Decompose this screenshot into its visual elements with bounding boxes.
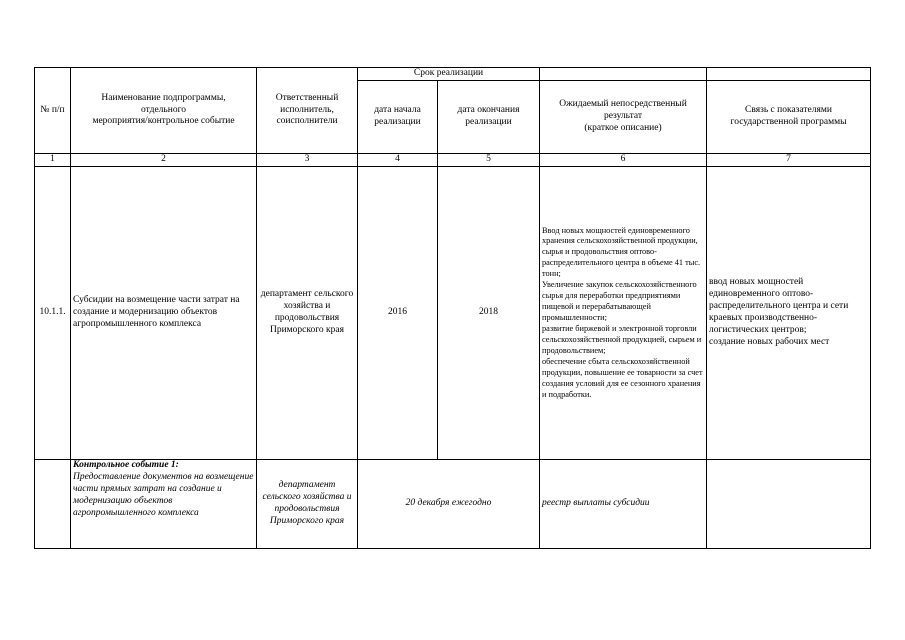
header-result: Ожидаемый непосредственный результат (краткое описание) [540, 81, 707, 154]
row-start-year: 2016 [358, 167, 438, 460]
row-result: Ввод новых мощностей единовременного хранения сельскохозяйственной продукции, сырья и продовольствия оптово-распределительного центра в объеме 41 тыс. тонн; Увеличение закупок сельскохозяйственного сырья для переработки предприятиями пищевой и перерабатывающей промышленности; развитие биржевой и электронной торговли сельскохозяйственной продукцией, сырьем и продовольствием; обеспечение сбыта сельскохозяйственной продукции, повышение ее товарности за счет создания условий для ее сезонного хранения и подработки. [540, 167, 707, 460]
control-event-name: Предоставление документов на возмещение части прямых затрат на создание и модернизацию объектов агропромышленного комплекса [73, 471, 254, 518]
row-executor: департамент сельского хозяйства и продовольствия Приморского края [257, 167, 358, 460]
program-table [34, 67, 871, 549]
row-name: Субсидии на возмещение части затрат на создание и модернизацию объектов агропромышленного комплекса [71, 167, 257, 460]
control-event-cell [71, 460, 257, 549]
header-end: дата окончания реализации [438, 81, 540, 154]
row-end-year: 2018 [438, 167, 540, 460]
header-num: № п/п [35, 68, 71, 154]
header-result-top [540, 68, 707, 81]
column-number: 2 [71, 154, 257, 167]
header-link-top [707, 68, 871, 81]
header-executor: Ответственный исполнитель, соисполнители [257, 68, 358, 154]
column-number-row [35, 154, 871, 167]
column-number: 7 [707, 154, 871, 167]
header-start: дата начала реализации [358, 81, 438, 154]
control-event-date: 20 декабря ежегодно [358, 460, 540, 549]
column-number: 6 [540, 154, 707, 167]
table-row [35, 167, 871, 460]
column-number: 5 [438, 154, 540, 167]
control-event-title: Контрольное событие 1: [73, 460, 179, 470]
column-number: 3 [257, 154, 358, 167]
control-event-row [35, 460, 871, 549]
column-number: 4 [358, 154, 438, 167]
header-period: Срок реализации [358, 68, 540, 81]
control-event-executor: департамент сельского хозяйства и продовольствия Приморского края [257, 460, 358, 549]
header-name: Наименование подпрограммы, отдельного мероприятия/контрольное событие [71, 68, 257, 154]
row-link: ввод новых мощностей единовременного оптово-распределительного центра и сети краевых производственно-логистических центров; создание новых рабочих мест [707, 167, 871, 460]
control-event-result: реестр выплаты субсидии [540, 460, 707, 549]
row-number: 10.1.1. [35, 167, 71, 460]
header-link: Связь с показателями государственной программы [707, 81, 871, 154]
control-event-number [35, 460, 71, 549]
control-event-link [707, 460, 871, 549]
header-row-top [35, 68, 871, 81]
column-number: 1 [35, 154, 71, 167]
